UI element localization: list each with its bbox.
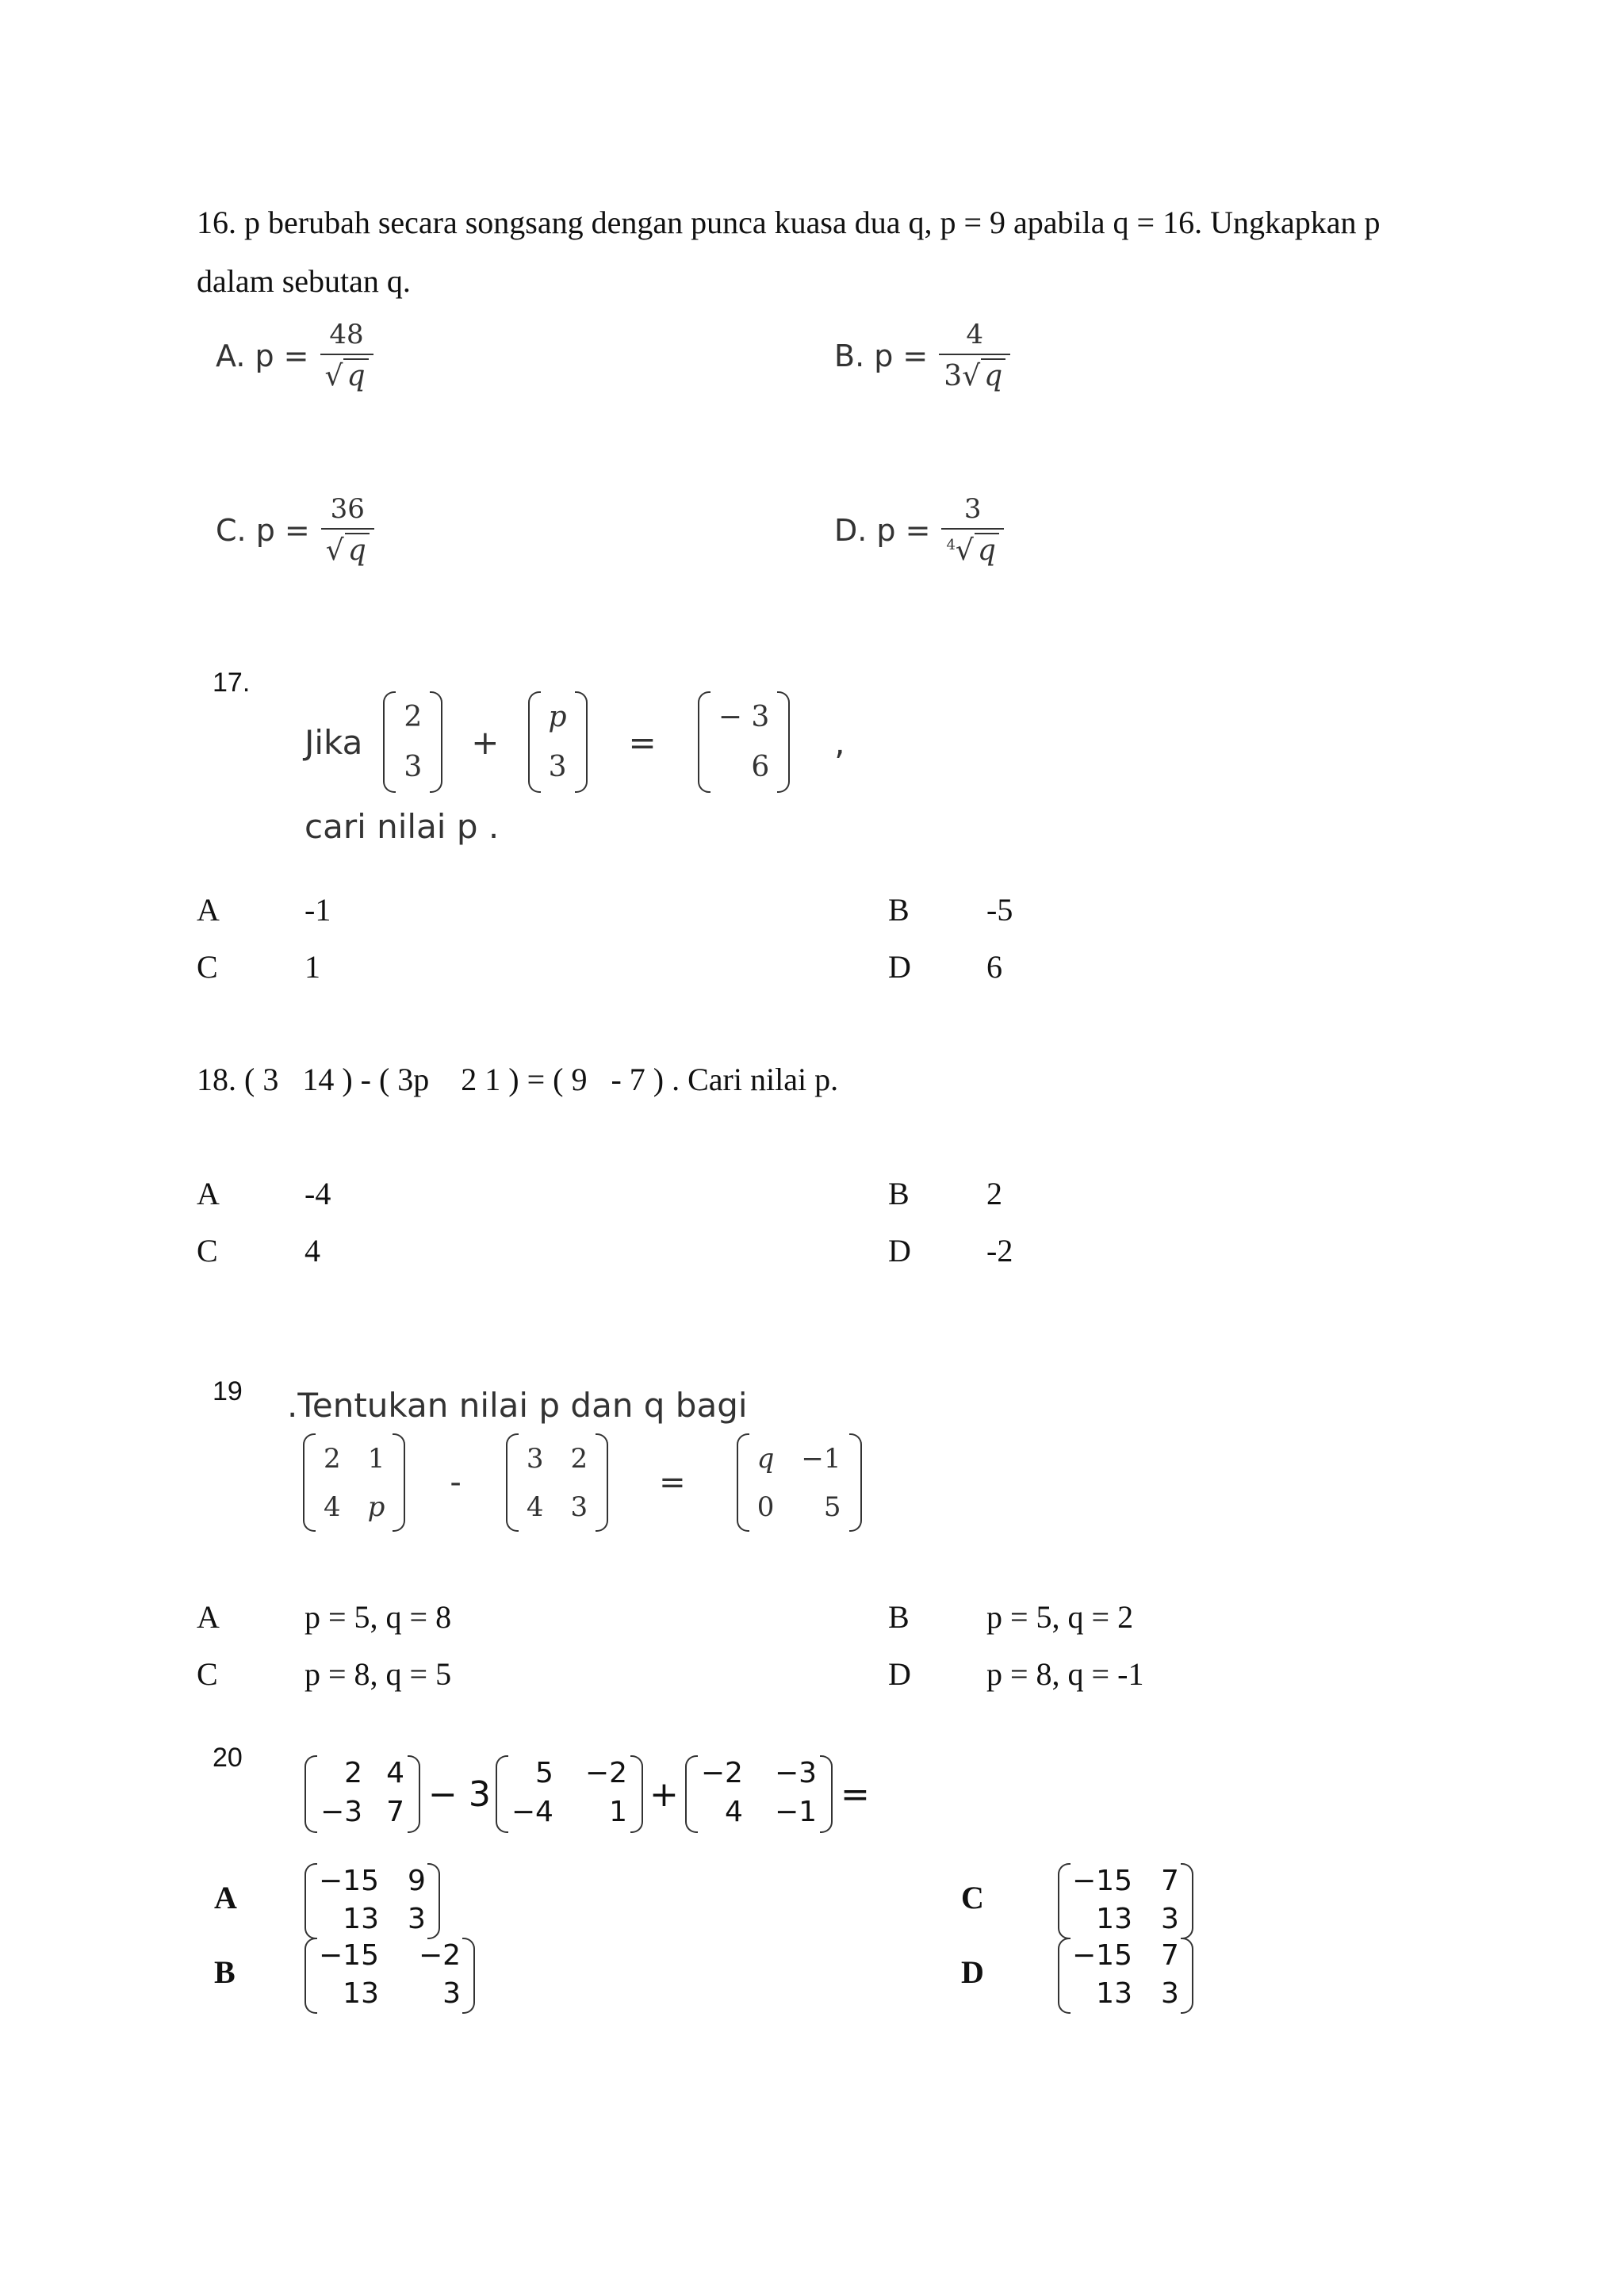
matrix-cell: 2 (324, 1442, 341, 1475)
q16-option-a-label: A. p = (216, 338, 309, 373)
matrix-cell: 13 (343, 1977, 379, 2010)
q20-matrix-2 (496, 1755, 643, 1833)
q19-number: 19 (213, 1376, 243, 1406)
right-bracket (596, 1433, 608, 1532)
right-bracket (427, 1863, 440, 1939)
matrix-cell: 3 (1160, 1977, 1179, 2010)
q19-matrix-2 (506, 1433, 608, 1532)
matrix-cell: 4 (526, 1490, 544, 1523)
q16-option-d (834, 493, 1004, 567)
q19-option-value: p = 5, q = 2 (986, 1599, 1134, 1635)
q17-prompt: cari nilai p . (304, 807, 500, 846)
q19-option-letter: A (197, 1599, 220, 1635)
q20-option-c-matrix (1058, 1863, 1193, 1939)
q19-option-letter: C (197, 1656, 218, 1692)
q16-option-a-denominator (320, 354, 373, 392)
matrix-cell: 13 (1096, 1903, 1132, 1935)
q19-option-value: p = 8, q = 5 (304, 1656, 452, 1692)
q20-option-d-matrix (1058, 1938, 1193, 2014)
matrix-cell: 2 (570, 1442, 588, 1475)
q17-matrix-1 (383, 691, 442, 793)
matrix-cell: 3 (1160, 1903, 1179, 1935)
left-bracket (528, 691, 541, 793)
q18-option-letter: B (888, 1176, 910, 1211)
q16-option-d-fraction (941, 493, 1003, 567)
matrix-cell: 5 (535, 1757, 553, 1789)
left-bracket (304, 1755, 317, 1833)
right-bracket (1181, 1938, 1193, 2014)
right-bracket (849, 1433, 862, 1532)
right-bracket (630, 1755, 643, 1833)
matrix-cell: −3 (774, 1757, 818, 1789)
q17-comma: , (834, 722, 845, 762)
q20-expression (304, 1755, 870, 1833)
matrix-cell: 4 (386, 1757, 404, 1789)
q19-option-value: p = 8, q = -1 (986, 1656, 1144, 1692)
q18-option-letter: D (888, 1233, 911, 1269)
q20-equals: = (841, 1774, 870, 1815)
q17-number: 17. (213, 668, 251, 698)
q18-option-value: 2 (986, 1176, 1002, 1211)
q20-option-b-letter: B (214, 1954, 236, 1990)
q17-option-letter: C (197, 949, 218, 985)
matrix-cell: −2 (700, 1757, 743, 1789)
q19-option-value: p = 5, q = 8 (304, 1599, 452, 1635)
matrix-cell: 5 (823, 1490, 841, 1523)
matrix-cell: 3 (548, 751, 567, 783)
q17-equals: = (628, 722, 657, 762)
q16-option-a-numerator: 48 (329, 319, 364, 350)
matrix-cell: 3 (407, 1903, 426, 1935)
q16-option-d-root-index: 4 (946, 537, 956, 553)
right-bracket (575, 691, 588, 793)
matrix-cell: 7 (1160, 1939, 1179, 1972)
sqrt-symbol: √ (325, 534, 344, 567)
matrix-cell: 13 (1096, 1977, 1132, 2010)
left-bracket (698, 691, 710, 793)
matrix-cell: 3 (404, 751, 423, 783)
matrix-cell: 2 (404, 701, 423, 733)
q16-option-b-fraction (939, 319, 1010, 392)
left-bracket (496, 1755, 508, 1833)
q19-option-letter: D (888, 1656, 911, 1692)
sqrt-symbol: √ (324, 360, 343, 392)
q17-option-value: 1 (304, 949, 320, 985)
root-symbol: √ (955, 534, 974, 567)
q16-option-b-numerator: 4 (966, 319, 984, 350)
q16-option-c-radicand: q (345, 533, 370, 567)
right-bracket (462, 1938, 475, 2014)
matrix-cell: 3 (570, 1490, 588, 1523)
right-bracket (820, 1755, 833, 1833)
q16-option-a-fraction (320, 319, 373, 392)
right-bracket (393, 1433, 405, 1532)
right-bracket (430, 691, 442, 793)
matrix-cell: 7 (386, 1796, 404, 1828)
q16-option-c (216, 493, 374, 567)
q17-option-letter: A (197, 892, 220, 928)
matrix-cell: p (548, 701, 567, 733)
matrix-cell: −1 (774, 1796, 818, 1828)
right-bracket (777, 691, 790, 793)
q19-matrix-1 (303, 1433, 405, 1532)
q16-option-c-denominator (321, 528, 374, 567)
left-bracket (685, 1755, 698, 1833)
q17-option-letter: B (888, 892, 910, 928)
matrix-cell: −15 (319, 1865, 379, 1897)
q17-jika: Jika (304, 722, 363, 762)
matrix-cell: −2 (418, 1939, 462, 1972)
question-16-text: 16. p berubah secara songsang dengan punca kuasa dua q, p = 9 apabila q = 16. Ungkapkan p dalam sebutan q. (197, 205, 1381, 299)
q20-option-d-letter: D (961, 1954, 984, 1990)
q17-option-letter: D (888, 949, 911, 985)
matrix-cell: 2 (344, 1757, 363, 1789)
q18-option-value: -4 (304, 1176, 331, 1211)
matrix-cell: 3 (442, 1977, 462, 2010)
matrix-cell: 6 (751, 751, 770, 783)
matrix-cell: 4 (725, 1796, 743, 1828)
matrix-cell: 13 (343, 1903, 379, 1935)
matrix-cell: −15 (319, 1939, 379, 1972)
q16-option-d-numerator: 3 (963, 493, 982, 525)
q16-option-b-denominator (939, 354, 1010, 392)
q18-option-value: 4 (304, 1233, 320, 1269)
q16-option-b-label: B. p = (834, 338, 929, 373)
q20-op-minus-3: − 3 (427, 1774, 491, 1815)
q19-prompt: .Tentukan nilai p dan q bagi (287, 1386, 748, 1425)
matrix-cell: 9 (407, 1865, 426, 1897)
q17-option-value: -5 (986, 892, 1013, 928)
q16-option-c-numerator: 36 (330, 493, 365, 525)
q19-minus: - (450, 1464, 462, 1501)
matrix-cell: p (367, 1490, 385, 1523)
q16-option-d-radicand: q (975, 533, 999, 567)
q20-option-a-letter: A (214, 1880, 237, 1915)
q16-option-a-radicand: q (343, 358, 368, 392)
q19-matrix-3 (737, 1433, 862, 1532)
q20-matrix-1 (304, 1755, 420, 1833)
q16-option-b (834, 319, 1010, 392)
matrix-cell: −2 (584, 1757, 627, 1789)
left-bracket (1058, 1938, 1071, 2014)
q18-option-letter: A (197, 1176, 220, 1211)
q20-option-b-matrix (304, 1938, 475, 2014)
left-bracket (737, 1433, 749, 1532)
q19-option-letter: B (888, 1599, 910, 1635)
q19-equation (303, 1433, 862, 1532)
sqrt-symbol: √ (962, 360, 981, 392)
q20-option-a-matrix (304, 1863, 440, 1939)
q20-op-plus: + (649, 1774, 679, 1815)
matrix-cell: 3 (526, 1442, 544, 1475)
question-18-text: 18. ( 3 14 ) - ( 3p 2 1 ) = ( 9 - 7 ) . Cari nilai p. (197, 1062, 839, 1097)
q17-equation (304, 691, 845, 793)
q16-option-b-radicand: q (981, 358, 1005, 392)
matrix-cell: 4 (324, 1490, 341, 1523)
q16-option-d-label: D. p = (834, 512, 931, 548)
q16-option-b-coefficient: 3 (944, 360, 963, 392)
matrix-cell: 1 (367, 1442, 385, 1475)
q17-matrix-2 (528, 691, 588, 793)
q18-option-letter: C (197, 1233, 218, 1269)
matrix-cell: 1 (609, 1796, 627, 1828)
q20-option-c-letter: C (961, 1880, 984, 1915)
left-bracket (1058, 1863, 1071, 1939)
left-bracket (304, 1938, 317, 2014)
matrix-cell: − 3 (718, 701, 770, 733)
q16-option-d-denominator (941, 528, 1003, 567)
left-bracket (304, 1863, 317, 1939)
q17-matrix-3 (698, 691, 791, 793)
matrix-cell: −1 (801, 1442, 841, 1475)
left-bracket (303, 1433, 316, 1532)
q16-option-c-fraction (321, 493, 374, 567)
q17-option-value: 6 (986, 949, 1002, 985)
q17-option-value: -1 (304, 892, 331, 928)
matrix-cell: −15 (1072, 1939, 1132, 1972)
matrix-cell: q (756, 1442, 775, 1475)
right-bracket (1181, 1863, 1193, 1939)
matrix-cell: 0 (756, 1490, 775, 1523)
q17-plus: + (471, 722, 500, 762)
left-bracket (506, 1433, 519, 1532)
matrix-cell: 7 (1160, 1865, 1179, 1897)
right-bracket (408, 1755, 420, 1833)
q19-equals: = (659, 1464, 686, 1501)
q20-number: 20 (213, 1743, 243, 1773)
q16-option-c-label: C. p = (216, 512, 310, 548)
q16-option-a (216, 319, 373, 392)
left-bracket (383, 691, 396, 793)
matrix-cell: −3 (320, 1796, 363, 1828)
matrix-cell: −15 (1072, 1865, 1132, 1897)
matrix-cell: −4 (511, 1796, 553, 1828)
q20-matrix-3 (685, 1755, 833, 1833)
q18-option-value: -2 (986, 1233, 1013, 1269)
